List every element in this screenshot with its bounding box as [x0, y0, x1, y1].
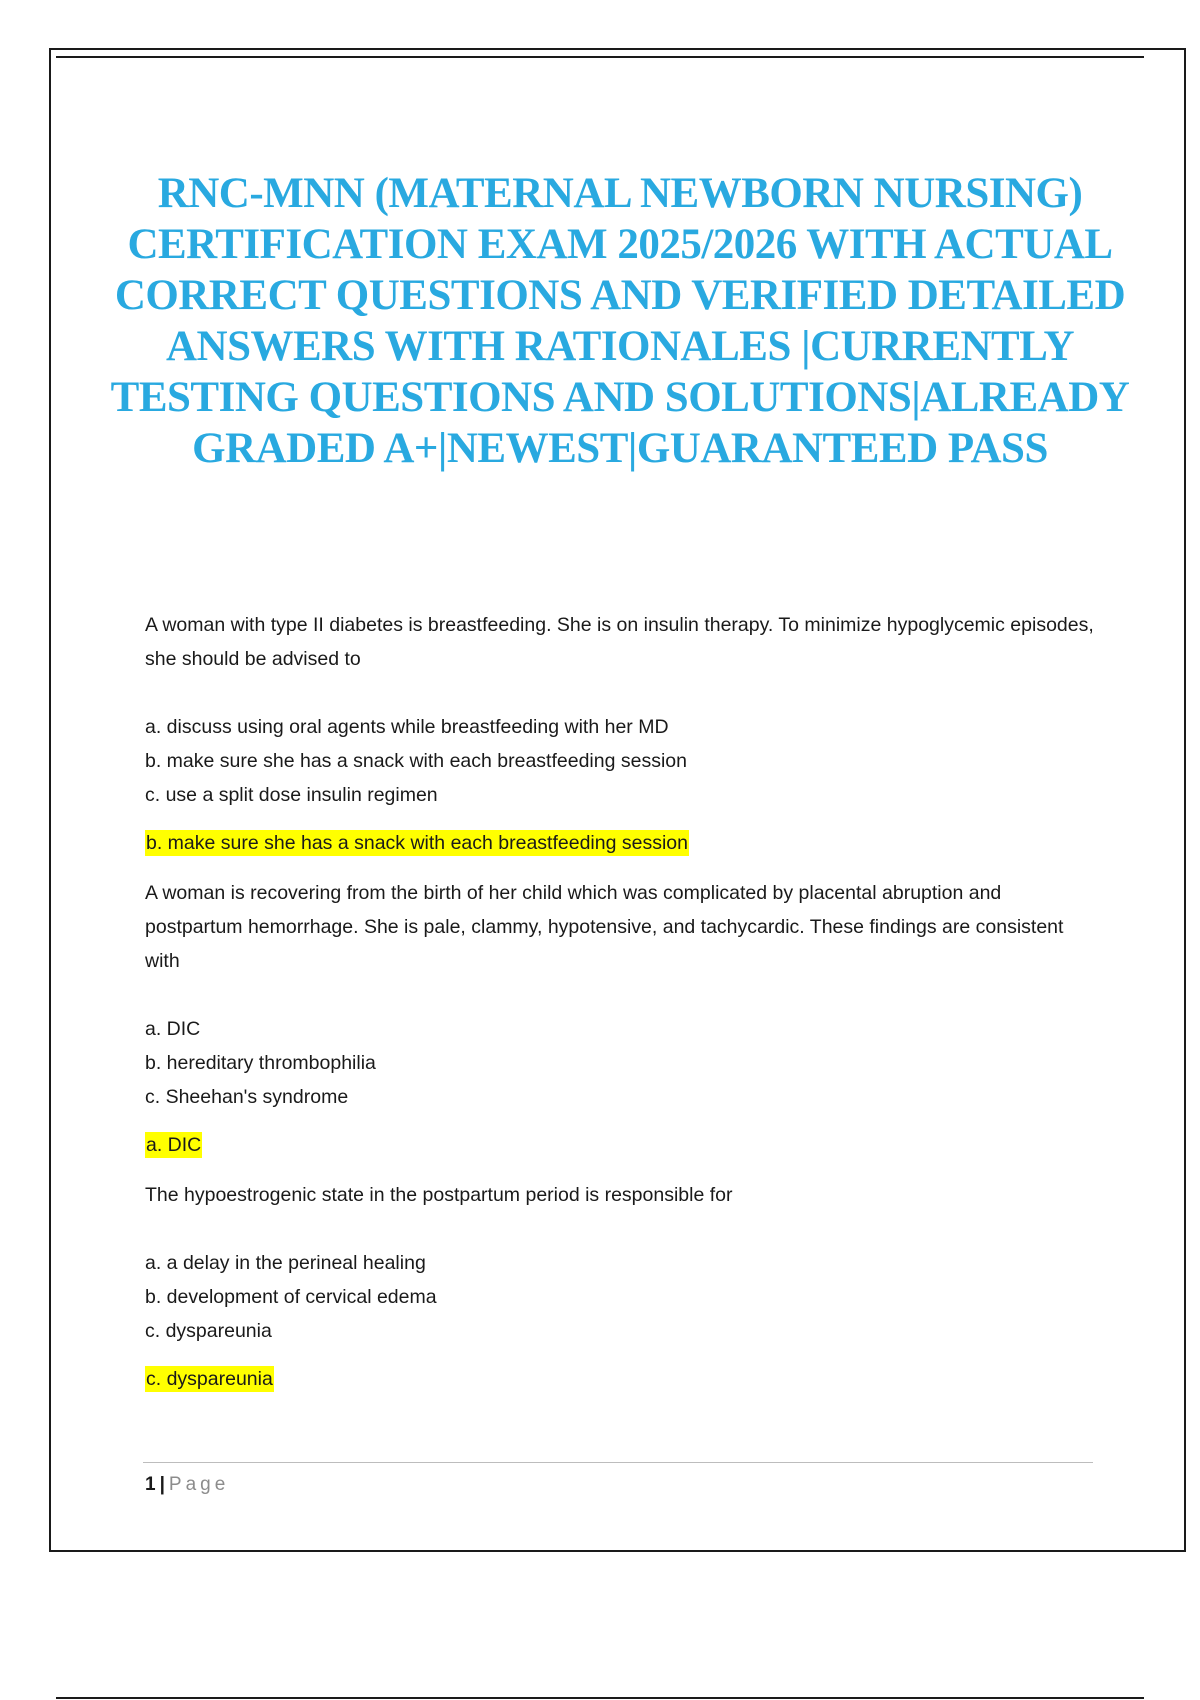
option-b: b. development of cervical edema	[145, 1286, 437, 1308]
question-block-3	[145, 1178, 1095, 1396]
answer-line	[145, 1362, 1095, 1396]
document-title: RNC-MNN (MATERNAL NEWBORN NURSING) CERTIFICATION EXAM 2025/2026 WITH ACTUAL CORRECT QUESTIONS AND VERIFIED DETAILED ANSWERS WITH RATIONALES |CURRENTLY TESTING QUESTIONS AND SOLUTIONS|ALREADY GRADED A+|NEWEST|GUARANTEED PASS	[110, 170, 1130, 472]
answer-line	[145, 826, 1095, 860]
option-b: b. make sure she has a snack with each breastfeeding session	[145, 750, 687, 772]
question-text: A woman with type II diabetes is breastfeeding. She is on insulin therapy. To minimize hypoglycemic episodes, she should be advised to	[145, 614, 1094, 670]
highlighted-answer: a. DIC	[146, 1134, 202, 1156]
answer-line	[145, 1128, 1095, 1162]
option-c: c. Sheehan's syndrome	[145, 1086, 349, 1108]
answer-options	[145, 1246, 1095, 1348]
question-block-2	[145, 876, 1095, 1162]
question-block-1	[145, 608, 1095, 860]
page-footer	[145, 1470, 229, 1500]
option-a: a. discuss using oral agents while breastfeeding with her MD	[145, 716, 669, 738]
highlighted-answer: b. make sure she has a snack with each breastfeeding session	[146, 832, 688, 854]
footer-separator: |	[159, 1474, 165, 1495]
option-a: a. a delay in the perineal healing	[145, 1252, 426, 1274]
option-c: c. use a split dose insulin regimen	[145, 784, 438, 806]
option-b: b. hereditary thrombophilia	[145, 1052, 376, 1074]
answer-options	[145, 1012, 1095, 1114]
page-label: Page	[168, 1474, 230, 1495]
answer-options	[145, 710, 1095, 812]
question-text: The hypoestrogenic state in the postpartum period is responsible for	[145, 1184, 733, 1206]
next-page-top-rule	[56, 1697, 1144, 1699]
page-number: 1	[145, 1474, 156, 1495]
top-rule	[56, 56, 1144, 58]
highlighted-answer: c. dyspareunia	[146, 1368, 273, 1390]
question-text: A woman is recovering from the birth of her child which was complicated by placental abruption and postpartum hemorrhage. She is pale, clammy, hypotensive, and tachycardic. These findings are consistent with	[145, 882, 1064, 972]
option-a: a. DIC	[145, 1018, 201, 1040]
option-c: c. dyspareunia	[145, 1320, 272, 1342]
document-body	[145, 608, 1095, 1412]
footer-divider	[143, 1462, 1093, 1463]
